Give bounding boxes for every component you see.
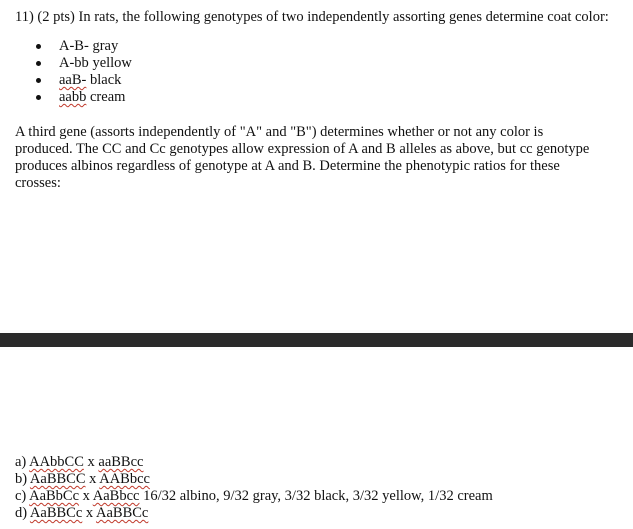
genotype-code: aabb (59, 89, 87, 105)
section-divider (0, 333, 633, 347)
cross-answer: 16/32 albino, 9/32 gray, 3/32 black, 3/32 yellow, 1/32 cream (143, 488, 493, 504)
parent-genotype: AaBbcc (92, 488, 140, 504)
crosses-list (15, 454, 615, 522)
genotype-code: A-B- (59, 38, 89, 54)
parent-genotype: AaBBCc (29, 505, 83, 521)
genotype-item (34, 89, 615, 106)
cross-item (15, 505, 615, 522)
question-block (15, 9, 615, 192)
parent-genotype: AABbcc (99, 471, 150, 487)
instructions-paragraph: A third gene (assorts independently of "A" and "B") determines whether or not any color is produced. The CC and Cc genotypes allow expression of A and B alleles as above, but cc genotype produces albinos regardless of genotype at A and B. Determine the phenotypic ratios for these crosses: (15, 124, 590, 191)
cross-item (15, 471, 615, 488)
cross-symbol: x (82, 488, 90, 504)
genotype-item (34, 72, 615, 89)
genotype-item (34, 38, 615, 55)
cross-symbol: x (89, 471, 97, 487)
cross-label: d) (15, 505, 28, 521)
cross-symbol: x (87, 454, 95, 470)
cross-label: c) (15, 488, 27, 504)
genotype-list (15, 38, 615, 106)
coat-color: gray (92, 38, 119, 54)
cross-item (15, 454, 615, 471)
cross-item (15, 488, 615, 505)
parent-genotype: AaBBCC (29, 471, 86, 487)
parent-genotype: AAbbCC (29, 454, 84, 470)
coat-color: cream (90, 89, 126, 105)
genotype-code: A-bb (59, 55, 89, 71)
cross-label: b) (15, 471, 28, 487)
coat-color: black (90, 72, 122, 88)
question-prompt: 11) (2 pts) In rats, the following genotypes of two independently assorting genes determine coat color: (15, 9, 609, 25)
genotype-code: aaB- (59, 72, 87, 88)
parent-genotype: aaBBcc (98, 454, 144, 470)
genotype-item (34, 55, 615, 72)
cross-symbol: x (85, 505, 94, 521)
parent-genotype: AaBbCc (29, 488, 80, 504)
parent-genotype: AaBBCc (95, 505, 149, 521)
cross-label: a) (15, 454, 27, 470)
coat-color: yellow (92, 55, 132, 71)
